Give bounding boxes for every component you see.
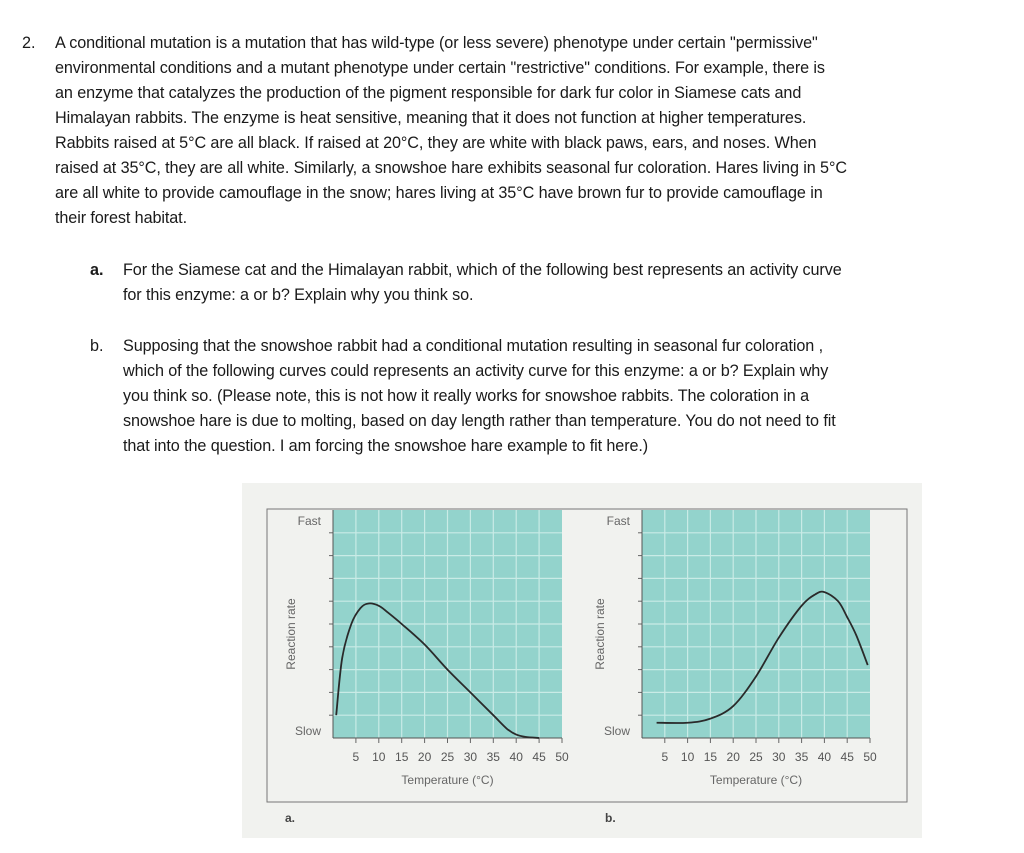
- x-tick-label: 25: [749, 750, 763, 764]
- part-a-label: a.: [90, 261, 104, 279]
- x-tick-label: 45: [840, 750, 854, 764]
- x-axis-label: Temperature (°C): [401, 773, 494, 787]
- x-tick-label: 15: [703, 750, 718, 764]
- part-a-line: for this enzyme: a or b? Explain why you think so.: [123, 286, 474, 304]
- y-axis-label: Reaction rate: [284, 598, 298, 670]
- x-tick-label: 40: [509, 750, 523, 764]
- part-b-label: b.: [90, 337, 104, 355]
- question-line: an enzyme that catalyzes the production of the pigment responsible for dark fur color in Siamese cats and: [55, 84, 802, 102]
- y-top-label: Fast: [606, 514, 630, 528]
- question-line: Rabbits raised at 5°C are all black. If raised at 20°C, they are white with black paws, ears, and noses. When: [55, 134, 817, 152]
- x-tick-label: 50: [863, 750, 877, 764]
- x-tick-label: 10: [680, 750, 695, 764]
- x-tick-label: 35: [794, 750, 809, 764]
- question-line: environmental conditions and a mutant phenotype under certain "restrictive" conditions. For example, there is: [55, 59, 825, 77]
- part-b-line: which of the following curves could represents an activity curve for this enzyme: a or b? Explain why: [123, 362, 829, 380]
- question-line: Himalayan rabbits. The enzyme is heat sensitive, meaning that it does not function at higher temperatures.: [55, 109, 807, 127]
- part-b-line: that into the question. I am forcing the snowshoe hare example to fit here.): [123, 437, 649, 455]
- question-line: their forest habitat.: [55, 209, 187, 227]
- part-b-line: snowshoe hare is due to molting, based on day length rather than temperature. You do not need to fit: [123, 412, 836, 430]
- part-b-line: you think so. (Please note, this is not how it really works for snowshoe rabbits. The coloration in a: [123, 387, 810, 405]
- part-a-line: For the Siamese cat and the Himalayan rabbit, which of the following best represents an activity curve: [123, 261, 842, 279]
- x-tick-label: 25: [440, 750, 455, 764]
- question-line: are all white to provide camouflage in the snow; hares living at 35°C have brown fur to provide camouflage in: [55, 184, 823, 202]
- part-b-line: Supposing that the snowshoe rabbit had a conditional mutation resulting in seasonal fur coloration ,: [123, 337, 824, 355]
- x-tick-label: 20: [417, 750, 432, 764]
- x-tick-label: 30: [772, 750, 786, 764]
- panel-label: b.: [605, 811, 616, 825]
- x-tick-label: 5: [352, 750, 360, 764]
- y-top-label: Fast: [297, 514, 321, 528]
- x-axis-label: Temperature (°C): [709, 773, 803, 787]
- x-tick-label: 50: [555, 750, 569, 764]
- y-bottom-label: Slow: [294, 724, 321, 738]
- y-axis-label: Reaction rate: [593, 598, 607, 670]
- x-tick-label: 35: [486, 750, 500, 764]
- question-number: 2.: [22, 34, 36, 52]
- question-line: raised at 35°C, they are all white. Similarly, a snowshoe hare exhibits seasonal fur coloration. Hares living in 5°C: [55, 159, 847, 177]
- question-line: A conditional mutation is a mutation that has wild-type (or less severe) phenotype under certain "permissive": [55, 34, 818, 52]
- x-tick-label: 5: [661, 750, 669, 764]
- x-tick-label: 30: [463, 750, 478, 764]
- x-tick-label: 10: [372, 750, 386, 764]
- x-tick-label: 45: [532, 750, 546, 764]
- x-tick-label: 40: [817, 750, 832, 764]
- x-tick-label: 20: [726, 750, 740, 764]
- x-tick-label: 15: [395, 750, 409, 764]
- panel-label: a.: [285, 811, 296, 825]
- y-bottom-label: Slow: [603, 724, 630, 738]
